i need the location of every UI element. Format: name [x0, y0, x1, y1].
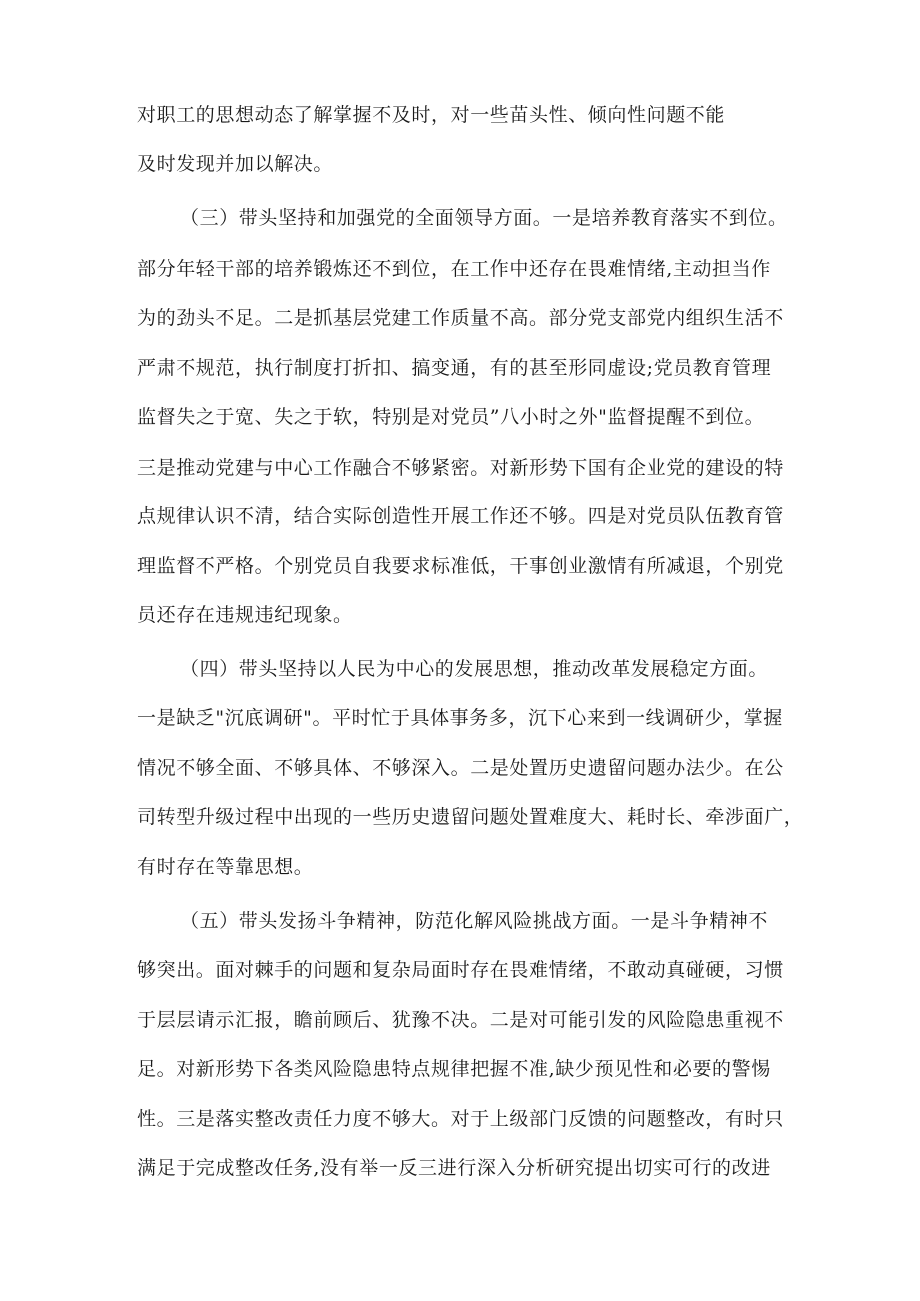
text-line: 部分年轻干部的培养锻炼还不到位，在工作中还存在畏难情绪,主动担当作	[137, 258, 771, 280]
section-heading-line: （五）带头发扬斗争精神，防范化解风险挑战方面。一是斗争精神不	[180, 910, 769, 932]
section-heading-line: （三）带头坚持和加强党的全面领导方面。一是培养教育落实不到位。	[180, 207, 788, 229]
text-line: 监督失之于宽、失之于软，特别是对党员”八小时之外"监督提醒不到位。	[137, 406, 765, 428]
text-line: 对职工的思想动态了解掌握不及时，对一些苗头性、倾向性问题不能	[137, 104, 726, 126]
text-line: 严肃不规范，执行制度打折扣、搞变通，有的甚至形同虚设;党员教育管理	[137, 357, 772, 379]
text-line: 司转型升级过程中出现的一些历史遗留问题处置难度大、耗时长、牵涉面广，	[137, 806, 804, 828]
text-line: 理监督不严格。个别党员自我要求标准低，干事创业激情有所减退，个别党	[137, 555, 784, 577]
text-line: 点规律认识不清，结合实际创造性开展工作还不够。四是对党员队伍教育管	[137, 505, 784, 527]
text-line: 足。对新形势下各类风险隐患特点规律把握不准,缺少预见性和必要的警惕	[137, 1058, 771, 1080]
text-line: 性。三是落实整改责任力度不够大。对于上级部门反馈的问题整改，有时只	[137, 1108, 784, 1130]
text-line: 于层层请示汇报，瞻前顾后、犹豫不决。二是对可能引发的风险隐患重视不	[137, 1009, 784, 1031]
text-line: 够突出。面对棘手的问题和复杂局面时存在畏难情绪，不敢动真碰硬，习惯	[137, 959, 784, 981]
text-line: 情况不够全面、不够具体、不够深入。二是处置历史遗留问题办法少。在公	[137, 757, 784, 779]
text-line: 员还存在违规违纪现象。	[137, 604, 353, 626]
text-line: 一是缺乏"沉底调研"。平时忙于具体事务多，沉下心来到一线调研少，掌握	[137, 707, 783, 729]
section-heading-line: （四）带头坚持以人民为中心的发展思想，推动改革发展稳定方面。	[180, 658, 769, 680]
text-line: 为的劲头不足。二是抓基层党建工作质量不高。部分党支部党内组织生活不	[137, 307, 784, 329]
text-line: 满足于完成整改任务,没有举一反三进行深入分析研究提出切实可行的改进	[137, 1157, 771, 1179]
text-line: 及时发现并加以解决。	[137, 153, 334, 175]
text-line: 有时存在等靠思想。	[137, 856, 314, 878]
text-line: 三是推动党建与中心工作融合不够紧密。对新形势下国有企业党的建设的特	[137, 457, 784, 479]
